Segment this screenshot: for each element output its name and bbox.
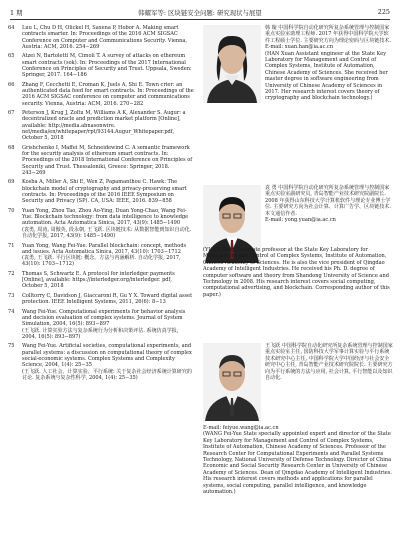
reference-number: 68 [8,144,15,151]
reference-number: 67 [8,110,15,117]
reference-chinese: (袁勇, 周涛, 周傲英, 段永朝, 王飞跃. 区块链技术: 从数据智能到知识自动化. 自动化学报, 2017, 43(9): 1485−1490) [22,226,192,240]
bio-chinese-wang-fei-yue: 王飞跃 中国科学院自动化研究所复杂系统管理与控制国家重点实验室主任, 国防科技大学军事计算实验与平行系统技术研究中心主任, 中国科学院大学中国经济与社会安全研究中心主任, 青岛智能产业技术研究院院长. 主要研究方向为平行系统的方法与应用, 社会计算, 平行智能以及知识自动化. [265,343,393,382]
email-yuan-yong: E-mail: yong.yuan@ia.ac.cn [265,217,336,224]
reference-number: 66 [8,81,15,88]
author-photo-han-xuan [203,25,261,103]
reference-number: 65 [8,53,15,60]
bio-chinese-yuan-yong: 袁 勇 中国科学院自动化研究所复杂系统管理与控制国家重点实验室副研究员, 青岛智能产业技术研究院副院长. 2008 年获得山东科技大学计算机软件与理论专业博士学位. 主要研究方向为社会计算、计算广告学、区块链技术. 本文通信作者. E-mail: yong.yuan@ia.ac.cn [265,185,391,224]
reference-number: 72 [8,270,15,277]
reference-text: Wang Fei-Yue. Artificial societies, computational experiments, and parallel systems: a discussion on computational theory of complex social-economic systems. Complex Systems and Complexity Science, 2004, 1(4): 25−35 [22,343,192,369]
reference-text: Yuan Yong, Wang Fei-Yue. Parallel blockchain: concept, methods and issues. Acta Automatica Sinica, 2017, 43(10): 1703−1712 [22,242,187,255]
references-column [8,25,194,384]
bio-english-wang-fei-yue: E-mail: feiyue.wang@ia.ac.cn (WANG Fei-Yue State specially appointed expert and director of the State Key Laboratory for Management and Control of Complex Systems, Institute of Automation, Chinese Academy of Sciences. Professor of the Research Center for Computational Experiments and Parallel Systems Technology, National University of Defense Technology. Director of China Economic and Social Security Research Center in University of Chinese Academy of Sciences. Dean of Qingdao Academy of Intelligent Industries. His research interest covers methods and applications for parallel systems, social computing, parallel intelligence, and knowledge automation.) [203,425,392,496]
email-wang-fei-yue: E-mail: feiyue.wang@ia.ac.cn [203,425,279,431]
reference-item [8,53,194,78]
reference-chinese: (王飞跃. 计算实验方法与复杂系统行为分析和决策评估. 系统仿真学报, 2004, 16(5): 893−897) [22,327,179,340]
reference-item [8,25,194,50]
reference-number: 74 [8,308,15,315]
bio-chinese-han-xuan: 韩 璇 中国科学院自动化研究所复杂系统管理与控制国家重点实验室助理工程师. 2017 年获得中国科学院大学软件工程硕士学位. 主要研究方向为理论密码与区块链技术. E-mail: xuan.han@ia.ac.cn (HAN Xuan Assistant engineer at the State Key Laboratory for Management and Control of Complex Systems, Institute of Automation, Chinese Academy of Sciences. She received her master degree in software engineering from University of Chinese Academy of Sciences in 2017. Her research interest covers theory of cryptography and blockchain technology.) [265,25,391,102]
reference-text: Grishchenko I, Maffei M, Schneidewind C. A semantic framework for the security analysis of ethereum smart contracts. In: Proceedings of the 2018 International Conference on Principles of Security and Trust. Thessaloniki, Greece: Springer, 2018. 243−269 [22,144,193,176]
running-title: 韩耀军等: 区块链安全问题: 研究现状与展望 [138,9,262,17]
issue-number: 1 期 [10,9,23,17]
reference-text: Atzei N, Bartoletti M, Cimoli T. A survey of attacks on ethereum smart contracts (sok). In: Proceedings of the 2017 International Conference on Principles of Security and Trust. Uppsala, Sweden: Springer, 2017. 164−186 [22,53,192,79]
email-han-xuan: E-mail: xuan.han@ia.ac.cn [265,44,334,51]
reference-item [8,293,194,306]
reference-item [8,243,194,268]
author-photo-wang-fei-yue [203,343,261,421]
reference-item [8,271,194,290]
reference-text: Luu L, Chu D H, Olickel H, Saxena P, Hobor A. Making smart contracts smarter. In: Proceedings of the 2016 ACM SIGSAC Conference on Computer and Communications Security. Vienna, Austria: ACM, 2016. 254−269 [22,25,188,50]
reference-item [8,309,194,340]
reference-number: 64 [8,25,15,31]
reference-item [8,82,194,107]
reference-item [8,179,194,204]
reference-chinese: (王飞跃. 人工社会、计算实验、平行系统: 关于复杂社会经济系统计算研究的讨论. 复杂系统与复杂性科学, 2004, 1(4): 25−35) [22,368,192,381]
reference-number: 75 [8,343,15,350]
reference-number: 71 [8,242,15,249]
reference-item [8,208,194,239]
reference-text: Peterson J, Krug J, Zoltu M, Williams A K, Alexander S. Augur: a decentralized oracle and prediction market platform [Online], available: http://media.abnasonwire. net/media/en/whitepaper/rpt/93144.Augur_Whitepaper.pdf, October 5, 2018 [22,110,186,142]
reference-text: Zhang F, Cecchetti E, Croman K, Juels A, Shi E. Town crier: an authenticated data feed for smart contracts. In: Proceedings of the 2016 ACM SIGSAC conference on computer and communications security. Vienna, Austria: ACM, 2016. 270−282 [22,81,194,107]
reference-item [8,110,194,141]
reference-item [8,145,194,176]
header-rule [10,19,390,20]
page-number: 225 [377,8,390,16]
reference-text: Colltorry C, Davidson J, Giaccaroni R, Gu Y X. Toward digital asset protection. IEEE Intelligent Systems, 2011, 26(6): 8−13 [22,292,193,306]
reference-text: Wang Fei-Yue. Computational experiments for behavior analysis and decision evaluation of complex systems. Journal of System Simulation, 2004, 16(5): 893−897 [22,308,186,328]
bio-english-han-xuan: (HAN Xuan Assistant engineer at the State Key Laboratory for Management and Control of Complex Systems, Institute of Automation, Chinese Academy of Sciences. She received her master degree in software engineering from University of Chinese Academy of Sciences in 2017. Her research interest covers theory of cryptography and blockchain technology.) [265,50,388,102]
reference-text: Kosba A, Miller A, Shi E, Wen Z, Papamanthou C. Hawk: The blockchain model of cryptography and privacy-preserving smart contracts. In: Proceedings of the 2016 IEEE Symposium on Security and Privacy (SP). CA, USA: IEEE, 2016. 839−858 [22,179,187,205]
reference-text: Thomas S, Schwartz E. A protocol for interledger payments [Online], available: https://interledger.org/interledger. pdf, October 5, 2018 [22,270,175,290]
reference-number: 70 [8,207,15,214]
bio-english-yuan-yong: (YUAN Yong Associate professor at the State Key Laboratory for Management and Control of Complex Systems, Institute of Automation, Chinese Academy of Sciences. He is also the vice president of Qingdao Academy of Intelligent Industries. He received his Ph. D. degree of computer software and theory from Shandong University of Science and Technology in 2008. His research interest covers social computing, computational advertising, and blockchain. Corresponding author of this paper.) [203,247,390,298]
reference-number: 69 [8,179,15,186]
reference-item [8,343,194,381]
reference-chinese: (袁勇, 王飞跃. 平行区块链: 概念、方法与内涵解析. 自动化学报, 2017, 43(10): 1703−1712) [22,255,181,268]
reference-number: 73 [8,292,15,299]
reference-text: Yuan Yong, Zhou Tao, Zhou Ao-Ying, Duan Yong-Chao, Wang Fei-Yue. Blockchain technology: from data intelligence to knowledge automation. Acta Automatica Sinica, 2017, 43(9): 1485−1490 [22,207,189,227]
